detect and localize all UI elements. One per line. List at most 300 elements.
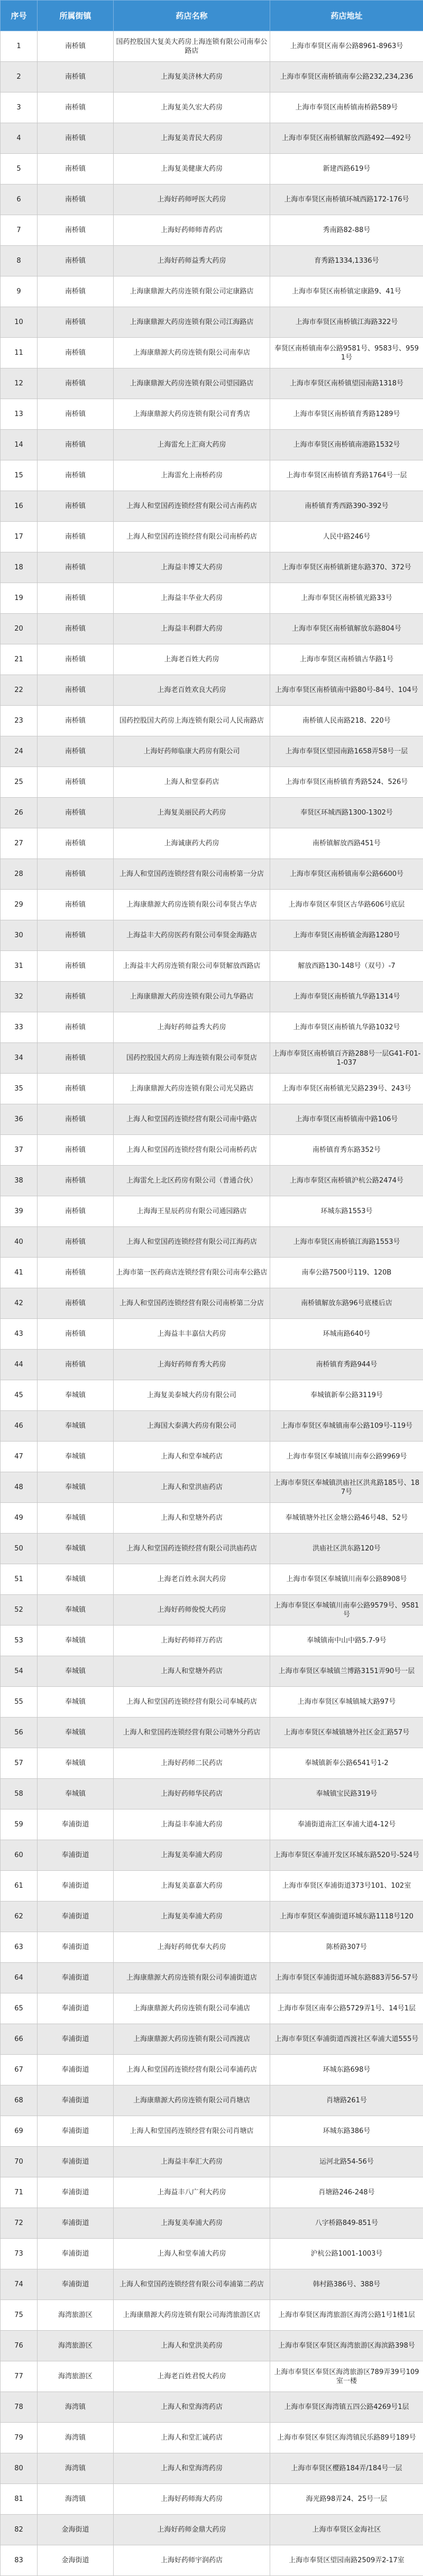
cell-pharmacy-address: 上海市奉贤区南桥镇南奉公路232,234,236 xyxy=(270,62,423,93)
cell-index: 26 xyxy=(1,798,38,828)
cell-street: 奉浦街道 xyxy=(38,2024,114,2055)
table-row xyxy=(1,736,423,767)
cell-pharmacy-address: 上海市奉贤区南桥镇百齐路288号一层G41-F01-1-037 xyxy=(270,1043,423,1074)
cell-pharmacy-address: 人民中路246号 xyxy=(270,522,423,552)
table-row xyxy=(1,1288,423,1319)
cell-index: 36 xyxy=(1,1104,38,1135)
cell-index: 62 xyxy=(1,1901,38,1932)
table-row xyxy=(1,62,423,93)
cell-street: 奉浦街道 xyxy=(38,1809,114,1840)
table-row xyxy=(1,1564,423,1595)
cell-street: 奉城镇 xyxy=(38,1503,114,1534)
cell-street: 奉浦街道 xyxy=(38,1840,114,1871)
cell-pharmacy-name: 上海益丰华业大药房 xyxy=(114,583,270,614)
table-row xyxy=(1,1595,423,1626)
cell-index: 11 xyxy=(1,338,38,368)
cell-street: 南桥镇 xyxy=(38,1350,114,1380)
cell-pharmacy-address: 上海市奉贤区南奉公路8961-8963号 xyxy=(270,31,423,62)
cell-pharmacy-address: 上海市奉贤区南桥镇南港路1532号 xyxy=(270,430,423,460)
cell-pharmacy-address: 奉城镇新奉公路3119号 xyxy=(270,1380,423,1411)
cell-pharmacy-name: 上海益丰奉浦大药房 xyxy=(114,1809,270,1840)
table-row xyxy=(1,93,423,123)
cell-street: 海湾镇 xyxy=(38,2423,114,2453)
cell-pharmacy-name: 上海雷允上南桥药房 xyxy=(114,460,270,491)
cell-pharmacy-address: 肖塘路261号 xyxy=(270,2085,423,2116)
cell-pharmacy-name: 上海好药师育秀大药房 xyxy=(114,1350,270,1380)
cell-pharmacy-address: 上海市奉贤区南桥镇育秀路1289号 xyxy=(270,399,423,430)
cell-pharmacy-address: 上海市奉贤区奉贤区古华路606号底层 xyxy=(270,890,423,920)
cell-pharmacy-address: 新建西路619号 xyxy=(270,154,423,184)
cell-index: 37 xyxy=(1,1135,38,1166)
cell-pharmacy-name: 上海康鼎源大药房连锁有限公司九华路店 xyxy=(114,982,270,1012)
cell-index: 78 xyxy=(1,2392,38,2423)
cell-street: 南桥镇 xyxy=(38,430,114,460)
cell-pharmacy-name: 上海康鼎源大药房连锁有限公司西渡店 xyxy=(114,2024,270,2055)
table-row xyxy=(1,2484,423,2515)
cell-street: 南桥镇 xyxy=(38,399,114,430)
cell-index: 81 xyxy=(1,2484,38,2515)
cell-index: 14 xyxy=(1,430,38,460)
cell-index: 17 xyxy=(1,522,38,552)
cell-pharmacy-address: 上海市奉贤区奉贤区海湾旅游区海滨路398号 xyxy=(270,2331,423,2361)
cell-street: 金海街道 xyxy=(38,2515,114,2545)
table-row xyxy=(1,2177,423,2208)
cell-street: 奉浦街道 xyxy=(38,2055,114,2085)
cell-pharmacy-address: 上海市奉贤区奉贤区海湾镇民乐路89号189号 xyxy=(270,2423,423,2453)
cell-pharmacy-address: 上海市奉贤区南桥镇南桥路589号 xyxy=(270,93,423,123)
cell-pharmacy-name: 国药控股国大药房上海连锁有限公司奉贤店 xyxy=(114,1043,270,1074)
cell-street: 奉浦街道 xyxy=(38,2239,114,2269)
cell-pharmacy-name: 上海好药师祥万药店 xyxy=(114,1626,270,1656)
cell-pharmacy-address: 上海市奉贤区南桥镇古华路1号 xyxy=(270,644,423,675)
cell-index: 49 xyxy=(1,1503,38,1534)
cell-pharmacy-address: 南桥镇育秀西路390-392号 xyxy=(270,491,423,522)
table-row xyxy=(1,1687,423,1718)
cell-street: 南桥镇 xyxy=(38,154,114,184)
cell-street: 海湾镇 xyxy=(38,2392,114,2423)
cell-pharmacy-name: 上海人和堂国药连锁经营有限公司奉城药店 xyxy=(114,1687,270,1718)
cell-index: 59 xyxy=(1,1809,38,1840)
cell-pharmacy-address: 上海市奉贤区南桥镇南中路80号-84号、104号 xyxy=(270,675,423,706)
table-row xyxy=(1,491,423,522)
table-row xyxy=(1,2300,423,2331)
table-row xyxy=(1,798,423,828)
cell-street: 南桥镇 xyxy=(38,890,114,920)
cell-index: 69 xyxy=(1,2116,38,2147)
cell-street: 奉城镇 xyxy=(38,1687,114,1718)
cell-index: 74 xyxy=(1,2269,38,2300)
cell-street: 南桥镇 xyxy=(38,736,114,767)
table-row xyxy=(1,2331,423,2361)
cell-index: 31 xyxy=(1,951,38,982)
cell-index: 76 xyxy=(1,2331,38,2361)
cell-pharmacy-name: 上海好药师呼医大药房 xyxy=(114,184,270,215)
cell-pharmacy-address: 育秀路1334,1336号 xyxy=(270,246,423,276)
table-row xyxy=(1,767,423,798)
cell-pharmacy-name: 上海人和堂国药连锁经营有限公司江海药店 xyxy=(114,1227,270,1258)
table-row xyxy=(1,828,423,859)
cell-street: 南桥镇 xyxy=(38,1012,114,1043)
cell-street: 南桥镇 xyxy=(38,982,114,1012)
cell-street: 南桥镇 xyxy=(38,123,114,154)
table-row xyxy=(1,982,423,1012)
cell-index: 42 xyxy=(1,1288,38,1319)
cell-pharmacy-name: 上海益丰利群大药房 xyxy=(114,614,270,644)
cell-pharmacy-name: 上海好药师二民药店 xyxy=(114,1748,270,1779)
table-header-row xyxy=(1,1,423,31)
cell-pharmacy-address: 南桥镇解放西路451号 xyxy=(270,828,423,859)
cell-pharmacy-name: 上海好药师金鼎大药房 xyxy=(114,2515,270,2545)
cell-pharmacy-name: 上海复美奉浦大药房 xyxy=(114,2208,270,2239)
cell-index: 19 xyxy=(1,583,38,614)
table-row xyxy=(1,2055,423,2085)
cell-pharmacy-name: 上海益丰博艾大药房 xyxy=(114,552,270,583)
cell-pharmacy-name: 上海人和堂洪庙药店 xyxy=(114,1472,270,1503)
cell-street: 奉城镇 xyxy=(38,1442,114,1472)
cell-index: 82 xyxy=(1,2515,38,2545)
cell-pharmacy-address: 上海市奉贤区南桥镇望园南路1318号 xyxy=(270,368,423,399)
cell-street: 南桥镇 xyxy=(38,276,114,307)
table-row xyxy=(1,215,423,246)
cell-pharmacy-name: 上海复美健康大药房 xyxy=(114,154,270,184)
cell-pharmacy-address: 奉贤区环城西路1300-1302号 xyxy=(270,798,423,828)
cell-pharmacy-name: 上海好药师优奉大药房 xyxy=(114,1932,270,1963)
cell-pharmacy-name: 上海好药师俊悦大药房 xyxy=(114,1595,270,1626)
cell-street: 南桥镇 xyxy=(38,491,114,522)
cell-street: 海湾旅游区 xyxy=(38,2361,114,2392)
cell-pharmacy-name: 上海人和堂国药连锁经营有限公司奉浦药店 xyxy=(114,2055,270,2085)
cell-pharmacy-name: 上海人和堂汇诚药店 xyxy=(114,2423,270,2453)
cell-street: 南桥镇 xyxy=(38,675,114,706)
cell-pharmacy-name: 国药控股国大药房上海连锁有限公司人民南路店 xyxy=(114,706,270,736)
cell-pharmacy-name: 上海康鼎源大药房连锁有限公司奉贤古华店 xyxy=(114,890,270,920)
cell-pharmacy-address: 上海市奉贤区奉浦街道西渡社区奉浦大道555号 xyxy=(270,2024,423,2055)
table-row xyxy=(1,522,423,552)
cell-pharmacy-name: 上海好药师益秀大药房 xyxy=(114,1012,270,1043)
cell-pharmacy-name: 上海人和堂国药连锁经营有限公司古南药店 xyxy=(114,491,270,522)
table-row xyxy=(1,859,423,890)
cell-pharmacy-address: 上海市奉贤区奉浦街道环城东路1118号120 xyxy=(270,1901,423,1932)
cell-street: 南桥镇 xyxy=(38,1135,114,1166)
cell-index: 55 xyxy=(1,1687,38,1718)
cell-pharmacy-name: 上海人和堂国药连锁经营有限公司南桥药店 xyxy=(114,522,270,552)
cell-pharmacy-name: 上海益丰奉汇大药房 xyxy=(114,2147,270,2177)
cell-street: 奉城镇 xyxy=(38,1779,114,1809)
cell-street: 奉城镇 xyxy=(38,1564,114,1595)
cell-index: 70 xyxy=(1,2147,38,2177)
table-row xyxy=(1,2361,423,2392)
cell-index: 80 xyxy=(1,2453,38,2484)
cell-street: 南桥镇 xyxy=(38,920,114,951)
cell-pharmacy-address: 上海市奉贤区南桥镇江海路1553号 xyxy=(270,1227,423,1258)
cell-pharmacy-name: 上海人和堂国药连锁经营有限公司南桥第二分店 xyxy=(114,1288,270,1319)
cell-index: 25 xyxy=(1,767,38,798)
table-row xyxy=(1,460,423,491)
cell-street: 南桥镇 xyxy=(38,215,114,246)
cell-pharmacy-address: 洪庙社区洪东路120号 xyxy=(270,1534,423,1564)
cell-index: 29 xyxy=(1,890,38,920)
cell-pharmacy-name: 上海老百姓大药房 xyxy=(114,644,270,675)
cell-index: 68 xyxy=(1,2085,38,2116)
table-row xyxy=(1,951,423,982)
table-row xyxy=(1,2208,423,2239)
cell-pharmacy-name: 上海复美济林大药房 xyxy=(114,62,270,93)
cell-index: 53 xyxy=(1,1626,38,1656)
cell-index: 57 xyxy=(1,1748,38,1779)
cell-street: 南桥镇 xyxy=(38,706,114,736)
cell-street: 南桥镇 xyxy=(38,1196,114,1227)
cell-pharmacy-address: 海光路98弄24、25号一层 xyxy=(270,2484,423,2515)
cell-pharmacy-address: 解放西路130-148号（双号）-7 xyxy=(270,951,423,982)
table-row xyxy=(1,675,423,706)
cell-pharmacy-address: 上海市奉贤区南桥镇解放西路492—492号 xyxy=(270,123,423,154)
cell-index: 83 xyxy=(1,2545,38,2576)
cell-street: 南桥镇 xyxy=(38,828,114,859)
cell-street: 南桥镇 xyxy=(38,62,114,93)
cell-pharmacy-address: 环城南路640号 xyxy=(270,1319,423,1350)
cell-pharmacy-name: 上海人和堂泰药店 xyxy=(114,767,270,798)
cell-index: 8 xyxy=(1,246,38,276)
cell-index: 15 xyxy=(1,460,38,491)
table-row xyxy=(1,1196,423,1227)
cell-street: 南桥镇 xyxy=(38,31,114,62)
cell-street: 南桥镇 xyxy=(38,859,114,890)
cell-index: 22 xyxy=(1,675,38,706)
cell-pharmacy-name: 上海老百姓永润大药房 xyxy=(114,1564,270,1595)
cell-pharmacy-name: 上海老百姓欢良大药房 xyxy=(114,675,270,706)
cell-pharmacy-address: 肖塘路246-248号 xyxy=(270,2177,423,2208)
cell-pharmacy-address: 南奉公路7500号119、120B xyxy=(270,1258,423,1288)
cell-index: 35 xyxy=(1,1074,38,1104)
table-row xyxy=(1,1779,423,1809)
cell-pharmacy-name: 上海雷允上北区药房有限公司（普通合伙） xyxy=(114,1166,270,1196)
cell-pharmacy-address: 上海市奉贤区海湾镇五四公路4269号1层 xyxy=(270,2392,423,2423)
cell-street: 奉浦街道 xyxy=(38,1993,114,2024)
table-row xyxy=(1,399,423,430)
cell-index: 45 xyxy=(1,1380,38,1411)
cell-street: 奉浦街道 xyxy=(38,2269,114,2300)
table-row xyxy=(1,1258,423,1288)
cell-street: 奉浦街道 xyxy=(38,1871,114,1901)
cell-index: 63 xyxy=(1,1932,38,1963)
cell-street: 海湾旅游区 xyxy=(38,2331,114,2361)
cell-street: 海湾镇 xyxy=(38,2453,114,2484)
cell-index: 18 xyxy=(1,552,38,583)
cell-street: 奉城镇 xyxy=(38,1626,114,1656)
cell-street: 奉城镇 xyxy=(38,1411,114,1442)
cell-pharmacy-address: 沪杭公路1001-1003号 xyxy=(270,2239,423,2269)
cell-pharmacy-address: 陈桥路307号 xyxy=(270,1932,423,1963)
cell-pharmacy-address: 上海市奉贤区南桥镇光路33号 xyxy=(270,583,423,614)
cell-pharmacy-name: 上海复美奉浦大药房 xyxy=(114,1840,270,1871)
cell-index: 39 xyxy=(1,1196,38,1227)
cell-pharmacy-address: 上海市奉贤区南桥镇九华路1314号 xyxy=(270,982,423,1012)
cell-pharmacy-name: 上海好药师益秀大药房 xyxy=(114,246,270,276)
cell-index: 24 xyxy=(1,736,38,767)
table-row xyxy=(1,1534,423,1564)
cell-street: 海湾旅游区 xyxy=(38,2300,114,2331)
table-row xyxy=(1,154,423,184)
table-row xyxy=(1,1840,423,1871)
cell-index: 50 xyxy=(1,1534,38,1564)
cell-index: 27 xyxy=(1,828,38,859)
cell-street: 金海街道 xyxy=(38,2545,114,2576)
cell-pharmacy-address: 上海市奉贤区南桥镇光吴路239号、243号 xyxy=(270,1074,423,1104)
cell-index: 7 xyxy=(1,215,38,246)
cell-index: 32 xyxy=(1,982,38,1012)
cell-index: 2 xyxy=(1,62,38,93)
table-row xyxy=(1,583,423,614)
cell-pharmacy-address: 上海市奉贤区南桥镇金海路1280号 xyxy=(270,920,423,951)
table-row xyxy=(1,1718,423,1748)
table-row xyxy=(1,2392,423,2423)
cell-pharmacy-name: 上海人和堂国药连锁经营有限公司南中路店 xyxy=(114,1104,270,1135)
table-row xyxy=(1,2147,423,2177)
cell-street: 南桥镇 xyxy=(38,1258,114,1288)
cell-index: 6 xyxy=(1,184,38,215)
table-row xyxy=(1,1319,423,1350)
cell-street: 奉城镇 xyxy=(38,1656,114,1687)
cell-pharmacy-address: 秀南路82-88号 xyxy=(270,215,423,246)
cell-pharmacy-address: 上海市奉贤区南桥镇南中路106号 xyxy=(270,1104,423,1135)
table-row xyxy=(1,1626,423,1656)
cell-pharmacy-name: 上海人和堂塘外药店 xyxy=(114,1503,270,1534)
cell-index: 21 xyxy=(1,644,38,675)
table-row xyxy=(1,614,423,644)
cell-index: 64 xyxy=(1,1963,38,1993)
table-row xyxy=(1,1871,423,1901)
cell-pharmacy-address: 南桥镇人民南路218、220号 xyxy=(270,706,423,736)
cell-index: 23 xyxy=(1,706,38,736)
cell-pharmacy-address: 上海市奉贤区樱路184弄/184号一层 xyxy=(270,2453,423,2484)
header-street: 所属街镇 xyxy=(38,1,114,31)
cell-street: 南桥镇 xyxy=(38,1227,114,1258)
cell-pharmacy-name: 上海人和堂国药连锁经营有限公司奉浦第二药店 xyxy=(114,2269,270,2300)
cell-pharmacy-address: 奉城镇宝民路319号 xyxy=(270,1779,423,1809)
cell-index: 38 xyxy=(1,1166,38,1196)
table-row xyxy=(1,920,423,951)
cell-pharmacy-name: 上海复美丽民药大药房 xyxy=(114,798,270,828)
cell-pharmacy-address: 上海市奉贤区奉城镇兰博路3151弄90号一层 xyxy=(270,1656,423,1687)
table-row xyxy=(1,1411,423,1442)
cell-street: 奉城镇 xyxy=(38,1748,114,1779)
cell-street: 奉浦街道 xyxy=(38,2208,114,2239)
table-row xyxy=(1,31,423,62)
table-row xyxy=(1,644,423,675)
table-row xyxy=(1,2116,423,2147)
cell-pharmacy-name: 上海康鼎源大药房连锁有限公司望园路店 xyxy=(114,368,270,399)
table-row xyxy=(1,2024,423,2055)
table-row xyxy=(1,1809,423,1840)
cell-pharmacy-name: 上海好药师海大药房 xyxy=(114,2484,270,2515)
table-row xyxy=(1,338,423,368)
table-row xyxy=(1,123,423,154)
cell-pharmacy-name: 上海诚康药大药房 xyxy=(114,828,270,859)
cell-pharmacy-name: 上海复美泰城大药房有限公司 xyxy=(114,1380,270,1411)
cell-pharmacy-name: 上海康鼎源大药房连锁有限公司南奉店 xyxy=(114,338,270,368)
cell-pharmacy-name: 上海好药师华民药店 xyxy=(114,1779,270,1809)
cell-index: 52 xyxy=(1,1595,38,1626)
table-row xyxy=(1,1104,423,1135)
cell-index: 10 xyxy=(1,307,38,338)
cell-index: 41 xyxy=(1,1258,38,1288)
cell-index: 28 xyxy=(1,859,38,890)
cell-pharmacy-name: 上海好药师临康大药房有限公司 xyxy=(114,736,270,767)
table-row xyxy=(1,1012,423,1043)
cell-pharmacy-address: 韩村路386号、388号 xyxy=(270,2269,423,2300)
cell-street: 奉浦街道 xyxy=(38,2116,114,2147)
table-row xyxy=(1,1074,423,1104)
cell-index: 1 xyxy=(1,31,38,62)
cell-street: 奉浦街道 xyxy=(38,1932,114,1963)
cell-pharmacy-address: 上海市奉贤区南奉公路5729弄1号、14号1层 xyxy=(270,1993,423,2024)
cell-pharmacy-address: 上海市奉贤区望园南路2509弄2-17室 xyxy=(270,2545,423,2576)
cell-street: 南桥镇 xyxy=(38,460,114,491)
cell-pharmacy-name: 上海国大泰满大药房有限公司 xyxy=(114,1411,270,1442)
cell-pharmacy-address: 奉城镇新奉公路6541号1-2 xyxy=(270,1748,423,1779)
table-row xyxy=(1,1043,423,1074)
cell-pharmacy-name: 上海海王星辰药房有限公司通园路店 xyxy=(114,1196,270,1227)
cell-street: 奉城镇 xyxy=(38,1380,114,1411)
cell-street: 南桥镇 xyxy=(38,184,114,215)
cell-index: 13 xyxy=(1,399,38,430)
cell-pharmacy-name: 上海人和堂国药连锁经营有限公司南桥药店 xyxy=(114,1135,270,1166)
cell-pharmacy-name: 上海康鼎源大药房连锁有限公司奉浦街道店 xyxy=(114,1963,270,1993)
cell-pharmacy-name: 上海康鼎源大药房连锁有限公司肖塘店 xyxy=(114,2085,270,2116)
cell-pharmacy-name: 上海康鼎源大药房连锁有限公司江海路店 xyxy=(114,307,270,338)
cell-pharmacy-address: 八字桥路849-851号 xyxy=(270,2208,423,2239)
table-row xyxy=(1,1227,423,1258)
cell-pharmacy-address: 上海市奉贤区南桥镇育秀路524、526号 xyxy=(270,767,423,798)
cell-street: 奉浦街道 xyxy=(38,1963,114,1993)
table-row xyxy=(1,1472,423,1503)
cell-pharmacy-address: 上海市奉贤区南桥镇九华路1032号 xyxy=(270,1012,423,1043)
table-row xyxy=(1,1166,423,1196)
cell-index: 12 xyxy=(1,368,38,399)
cell-index: 71 xyxy=(1,2177,38,2208)
cell-pharmacy-address: 上海市奉贤区奉浦开发区环城东路520号-524号 xyxy=(270,1840,423,1871)
cell-index: 46 xyxy=(1,1411,38,1442)
cell-pharmacy-address: 上海市奉贤区奉城镇川南奉公路8908号 xyxy=(270,1564,423,1595)
table-row xyxy=(1,706,423,736)
cell-pharmacy-address: 南桥镇育秀路944号 xyxy=(270,1350,423,1380)
cell-street: 南桥镇 xyxy=(38,798,114,828)
cell-index: 9 xyxy=(1,276,38,307)
cell-pharmacy-address: 上海市奉贤区南桥镇环城西路172-176号 xyxy=(270,184,423,215)
cell-index: 77 xyxy=(1,2361,38,2392)
cell-index: 67 xyxy=(1,2055,38,2085)
cell-pharmacy-address: 环城东路1553号 xyxy=(270,1196,423,1227)
table-row xyxy=(1,368,423,399)
cell-pharmacy-address: 奉城镇塘外社区金塘公路46号48、52号 xyxy=(270,1503,423,1534)
cell-pharmacy-address: 上海市奉贤区奉浦街道373号101、102室 xyxy=(270,1871,423,1901)
cell-pharmacy-name: 上海人和堂海湾药店 xyxy=(114,2392,270,2423)
cell-pharmacy-name: 上海益丰丰嘉信大药房 xyxy=(114,1319,270,1350)
cell-street: 南桥镇 xyxy=(38,767,114,798)
cell-index: 5 xyxy=(1,154,38,184)
cell-pharmacy-address: 上海市奉贤区奉城镇川南奉公路9579号、9581号 xyxy=(270,1595,423,1626)
cell-pharmacy-name: 上海人和堂塘外药店 xyxy=(114,1656,270,1687)
table-row xyxy=(1,2423,423,2453)
cell-index: 4 xyxy=(1,123,38,154)
cell-index: 60 xyxy=(1,1840,38,1871)
cell-pharmacy-name: 上海益丰大药房医药有限公司奉贤金海路店 xyxy=(114,920,270,951)
cell-street: 南桥镇 xyxy=(38,522,114,552)
cell-pharmacy-address: 运河北路54-56号 xyxy=(270,2147,423,2177)
cell-pharmacy-address: 上海市奉贤区南桥镇定康路9、41号 xyxy=(270,276,423,307)
cell-pharmacy-name: 上海人和堂洪美药房 xyxy=(114,2331,270,2361)
table-row xyxy=(1,1503,423,1534)
